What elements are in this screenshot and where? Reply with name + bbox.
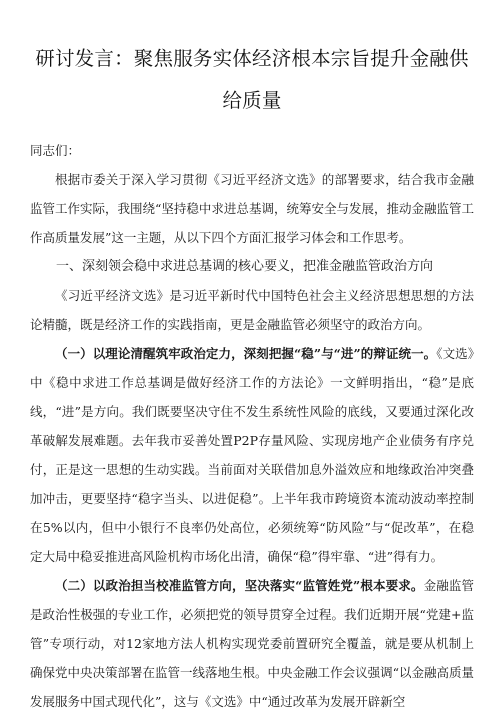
subsection-paragraph-2 [30,571,474,716]
section-paragraph: 《习近平经济文选》是习近平新时代中国特色社会主义经济思想思想的方法论精髓，既是经济工作的实践指南，更是金融监管必须坚守的政治方向。 [30,288,474,332]
subsection-body-1: 《文选》中《稳中求进工作总基调是做好经济工作的方法论》一文鲜明指出，“稳”是底线，“进”是方向。我们既要坚决守住不发生系统性风险的底线，又要通过深化改革破解发展难题。去年我市妥善处置P2P存量风险、实现房地产企业债务有序兑付，正是这一思想的生动实践。当前面对关联借加息外溢效应和地缘政治冲突叠加冲击，更要坚持“稳字当头、以进促稳”。上半年我市跨境资本流动波动率控制在5%以内，但中小银行不良率仍处高位，必须统筹“防风险”与“促改革”，在稳定大局中稳妥推进高风险机构市场化出清，确保“稳”得牢靠、“进”得有力。 [30,346,474,564]
intro-paragraph: 根据市委关于深入学习贯彻《习近平经济文选》的部署要求，结合我市金融监管工作实际，我围绕“坚持稳中求进总基调，统筹安全与发展，推动金融监管工作高质量发展”这一主题，从以下四个方面汇报学习体会和工作思考。 [30,172,474,245]
subsection-paragraph-1 [30,339,474,571]
salutation: 同志们： [30,143,81,158]
section-heading: 一、深刻领会稳中求进总基调的核心要义，把准金融监管政治方向 [56,259,434,274]
document-title: 研讨发言：聚焦服务实体经济根本宗旨提升金融供给质量 [35,47,469,112]
subsection-body-2: 金融监管是政治性极强的专业工作，必须把党的领导贯穿全过程。我们近期开展“党建+监管”专项行动，对12家地方法人机构实现党委前置研究全覆盖，就是要从机制上确保党中央决策部署在监管一线落地生根。中央金融工作会议强调“以金融高质量发展服务中国式现代化”，这与《文选》中“通过改革为发展开辟新空 [30,578,474,709]
subsection-lead-2: （二）以政治担当校准监管方向，坚决落实“监管姓党”根本要求。 [55,578,424,593]
subsection-lead-1: （一）以理论清醒筑牢政治定力，深刻把握“稳”与“进”的辩证统一。 [55,346,437,361]
